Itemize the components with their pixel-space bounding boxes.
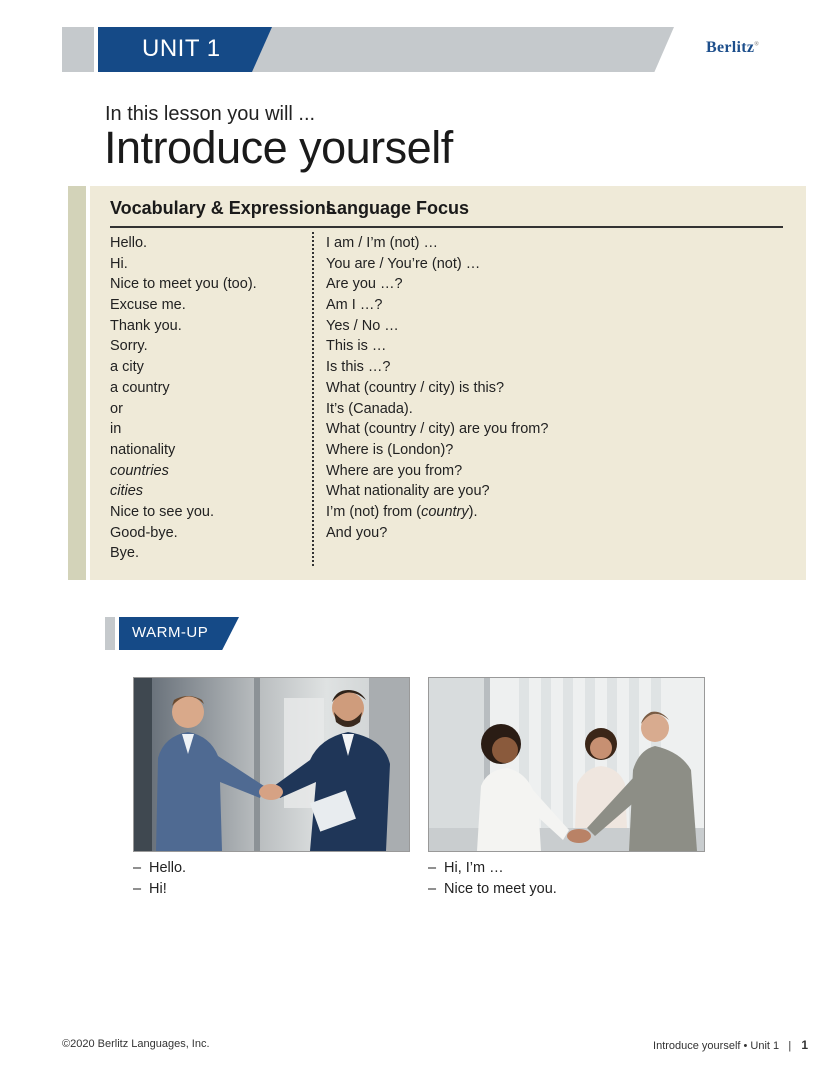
footer-section: Introduce yourself • Unit 1 xyxy=(653,1040,780,1052)
heading-rule xyxy=(110,226,783,228)
caption-line xyxy=(133,879,186,900)
focus-text: Is this …? xyxy=(326,359,391,376)
italic-text: country xyxy=(421,503,469,520)
vocabulary-item: Excuse me. xyxy=(110,297,186,314)
language-focus-item xyxy=(326,357,548,378)
language-focus-item xyxy=(326,378,548,399)
focus-text: ). xyxy=(468,503,478,520)
vocabulary-heading: Vocabulary & Expressions xyxy=(110,198,336,218)
focus-text: What (country / city) are you from? xyxy=(326,421,549,438)
caption-text: Hi, I’m … xyxy=(444,860,504,876)
warmup-label: WARM-UP xyxy=(132,624,209,641)
photo-group-handshake xyxy=(428,677,705,852)
caption-text: Nice to meet you. xyxy=(444,881,557,897)
caption-line xyxy=(133,858,186,879)
vocabulary-item: countries xyxy=(110,462,169,479)
caption-text: Hello. xyxy=(149,860,187,876)
vocabulary-item: Hello. xyxy=(110,235,148,251)
language-focus-heading: Language Focus xyxy=(326,198,470,218)
focus-text: What (country / city) is this? xyxy=(326,379,505,396)
vocab-box-accent xyxy=(68,186,86,580)
focus-text: What nationality are you? xyxy=(326,483,490,500)
footer-page-info xyxy=(653,1038,808,1052)
language-focus-item xyxy=(326,523,548,544)
vocabulary-item: a city xyxy=(110,359,144,376)
left-photo-caption xyxy=(133,858,186,900)
language-focus-item xyxy=(326,399,548,420)
focus-text: Yes / No … xyxy=(326,317,399,334)
focus-text: I am / I’m (not) … xyxy=(326,235,438,251)
vocabulary-item: Nice to meet you (too). xyxy=(110,276,257,293)
vocabulary-item: a country xyxy=(110,379,170,396)
focus-text: It’s (Canada). xyxy=(326,400,413,417)
language-focus-list xyxy=(326,233,548,543)
focus-text: And you? xyxy=(326,524,388,541)
unit-label: UNIT 1 xyxy=(142,35,221,62)
language-focus-item xyxy=(326,481,548,502)
vocabulary-item: Nice to see you. xyxy=(110,503,214,520)
language-focus-item xyxy=(326,461,548,482)
language-focus-item xyxy=(326,295,548,316)
vocabulary-item: Thank you. xyxy=(110,317,182,334)
vocabulary-item: nationality xyxy=(110,441,176,458)
language-focus-item xyxy=(326,233,548,254)
language-focus-item xyxy=(326,316,548,337)
right-photo-caption xyxy=(428,858,557,900)
language-focus-item xyxy=(326,502,548,523)
warmup-tab-marker xyxy=(105,617,115,650)
vocabulary-item: Bye. xyxy=(110,545,140,562)
caption-text: Hi! xyxy=(149,881,167,897)
caption-line xyxy=(428,879,557,900)
focus-text: Am I …? xyxy=(326,297,383,314)
page-number: 1 xyxy=(801,1038,808,1052)
focus-text: Where is (London)? xyxy=(326,441,454,458)
focus-text: Are you …? xyxy=(326,276,403,293)
focus-text: This is … xyxy=(326,338,387,355)
language-focus-item xyxy=(326,336,548,357)
brand-name: Berlitz xyxy=(706,39,755,56)
lesson-title: Introduce yourself xyxy=(104,122,453,173)
column-divider xyxy=(312,232,314,566)
dash-marker: – xyxy=(133,881,142,897)
language-focus-item xyxy=(326,254,548,275)
focus-text: You are / You’re (not) … xyxy=(326,255,481,272)
vocabulary-item: or xyxy=(110,400,123,417)
vocabulary-item: in xyxy=(110,421,122,438)
footer-copyright: ©2020 Berlitz Languages, Inc. xyxy=(62,1038,210,1050)
vocabulary-list xyxy=(110,233,257,564)
focus-text: I’m (not) from ( xyxy=(326,503,422,520)
dash-marker: – xyxy=(428,881,437,897)
language-focus-item xyxy=(326,274,548,295)
vocabulary-item: Hi. xyxy=(110,255,128,272)
dash-marker: – xyxy=(133,860,142,876)
focus-text: Where are you from? xyxy=(326,462,463,479)
photo-two-men-handshake xyxy=(133,677,410,852)
language-focus-item xyxy=(326,419,548,440)
dash-marker: – xyxy=(428,860,437,876)
vocabulary-item: cities xyxy=(110,483,144,500)
vocabulary-item: Good-bye. xyxy=(110,524,178,541)
caption-line xyxy=(428,858,557,879)
berlitz-logo xyxy=(706,39,759,57)
vocabulary-item: Sorry. xyxy=(110,338,148,355)
lesson-subtitle: In this lesson you will ... xyxy=(105,103,316,125)
language-focus-item xyxy=(326,440,548,461)
header-band-gap xyxy=(94,27,98,72)
footer-separator: | xyxy=(788,1040,792,1052)
brand-mark: ® xyxy=(754,41,760,48)
